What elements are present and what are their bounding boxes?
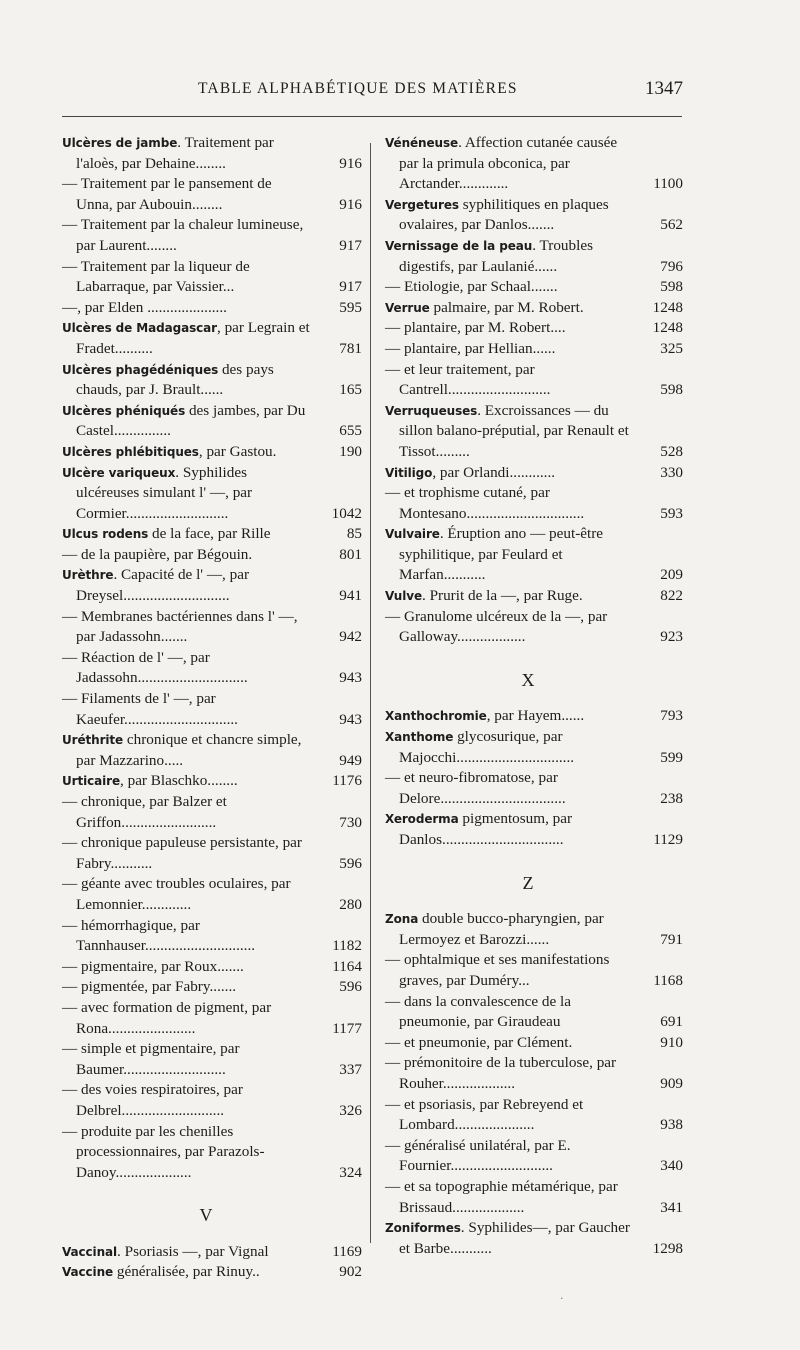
entry-text: , par Blaschko........: [120, 772, 238, 790]
index-entry: [62, 1242, 362, 1263]
entry-text: — de la paupière, par Bégouin.: [62, 545, 253, 563]
index-entry: [62, 1080, 362, 1121]
entry-heading: Ulcère variqueux: [62, 465, 176, 480]
entry-page: 598: [660, 381, 683, 399]
entry-page: 941: [339, 587, 362, 605]
entry-heading: Vulve: [385, 589, 422, 604]
entry-heading: Xeroderma: [385, 812, 459, 827]
entry-page: 1169: [332, 1242, 362, 1260]
entry-text: . Capacité de l' —, par Dreysel............................: [76, 566, 250, 605]
entry-page: 165: [339, 381, 362, 399]
entry-text: — Traitement par la liqueur de Labarraque, par Vaissier...: [62, 257, 250, 296]
entry-page: 341: [660, 1198, 683, 1216]
index-entry: [62, 545, 362, 566]
index-entry: [385, 1177, 683, 1218]
entry-page: 1248: [652, 319, 683, 337]
entry-text: — simple et pigmentaire, par Baumer...........................: [62, 1040, 240, 1078]
entry-text: — prémonitoire de la tuberculose, par Rouher...................: [385, 1054, 617, 1092]
entry-page: 598: [660, 278, 683, 296]
index-entry: [62, 463, 362, 525]
index-entry: [385, 1095, 683, 1136]
entry-text: — et sa topographie métamérique, par Brissaud...................: [385, 1177, 618, 1216]
entry-page: 238: [660, 789, 683, 807]
entry-page: 822: [660, 587, 683, 605]
entry-text: . Excroissances — du sillon balano-préputial, par Renault et Tissot.........: [399, 401, 629, 460]
page-number: 1347: [645, 78, 683, 99]
entry-page: 596: [339, 978, 362, 996]
entry-text: syphilitiques en plaques ovalaires, par Danlos.......: [399, 195, 609, 234]
entry-page: 796: [660, 257, 683, 275]
index-entry: [385, 236, 683, 277]
index-entry: [385, 483, 683, 524]
index-entry: [62, 689, 362, 730]
entry-text: — plantaire, par Hellian......: [385, 339, 556, 357]
index-entry: [62, 833, 362, 874]
entry-heading: Ulcères phlébitiques: [62, 444, 199, 459]
entry-page: 916: [339, 195, 362, 213]
entry-text: — Réaction de l' —, par Jadassohn.............................: [62, 648, 248, 687]
left-entries-v: [62, 1242, 362, 1283]
entry-page: 943: [339, 710, 362, 728]
left-column: [62, 133, 362, 1283]
index-entry: [62, 401, 362, 442]
entry-page: 902: [339, 1263, 362, 1281]
index-entry: [385, 318, 683, 339]
entry-heading: Vénéneuse: [385, 136, 459, 150]
section-letter-z: Z: [522, 872, 534, 893]
entry-heading: Urticaire: [62, 774, 120, 789]
index-entry: [62, 318, 362, 359]
entry-page: 1248: [652, 298, 683, 316]
index-entry: [385, 298, 683, 319]
entry-page: 599: [660, 748, 683, 766]
entry-text: —, par Elden .....................: [62, 298, 227, 316]
index-entry: [385, 401, 683, 463]
index-entry: [385, 706, 683, 727]
entry-text: , par Legrain et Fradet..........: [76, 319, 310, 357]
entry-text: des pays chauds, par J. Brault......: [76, 360, 274, 399]
entry-heading: Uréthrite: [62, 733, 124, 748]
entry-page: 596: [339, 854, 362, 872]
entry-heading: Vitiligo: [385, 465, 433, 480]
index-entry: [62, 442, 362, 463]
entry-text: — Membranes bactériennes dans l' —, par Jadassohn.......: [62, 607, 298, 646]
entry-heading: Xanthochromie: [385, 709, 487, 724]
entry-page: 85: [346, 525, 362, 543]
paper-speck: ·: [560, 1292, 564, 1305]
entry-page: 942: [339, 628, 362, 646]
left-entries: [62, 133, 362, 1183]
entry-page: 791: [660, 930, 683, 948]
index-entry: [385, 339, 683, 360]
section-letter-v: V: [199, 1205, 213, 1226]
entry-heading: Vaccinal: [62, 1244, 118, 1259]
entry-page: 1129: [653, 831, 683, 848]
entry-text: — hémorrhagique, par Tannhauser.............................: [62, 916, 256, 955]
entry-page: 326: [339, 1101, 362, 1119]
entry-page: 340: [660, 1157, 683, 1175]
entry-text: — chronique papuleuse persistante, par Fabry...........: [62, 834, 302, 872]
entry-page: 938: [660, 1116, 683, 1134]
entry-page: 1164: [332, 957, 362, 975]
entry-page: 793: [660, 707, 683, 725]
entry-text: double bucco-pharyngien, par Lermoyez et Barozzi......: [399, 910, 604, 948]
index-entry: [385, 909, 683, 950]
index-entry: [62, 648, 362, 689]
entry-heading: Ulcères phagédéniques: [62, 362, 219, 377]
entry-page: 1042: [331, 504, 362, 522]
entry-text: — des voies respiratoires, par Delbrel...........................: [62, 1081, 243, 1119]
entry-text: , par Gastou.: [198, 442, 277, 460]
entry-text: — généralisé unilatéral, par E. Fournier...........................: [385, 1136, 571, 1175]
entry-text: — pigmentaire, par Roux.......: [62, 957, 244, 975]
entry-text: , par Hayem......: [486, 707, 585, 725]
entry-text: . Affection cutanée causée par la primula obconica, par Arctander.............: [399, 134, 618, 193]
index-entry: [385, 992, 683, 1033]
entry-heading: Ulcères phéniqués: [62, 403, 186, 418]
index-entry: [62, 916, 362, 957]
entry-heading: Ulcères de Madagascar: [62, 321, 217, 336]
entry-page: 730: [339, 813, 362, 831]
index-entry: [385, 950, 683, 991]
index-entry: [62, 957, 362, 978]
entry-page: 1298: [652, 1239, 683, 1257]
entry-text: . Troubles digestifs, par Laulanié......: [399, 236, 593, 275]
index-entry: [62, 977, 362, 998]
entry-page: 1182: [332, 937, 362, 955]
entry-page: 1100: [653, 175, 683, 193]
entry-text: — et neuro-fibromatose, par Delore.................................: [385, 769, 566, 807]
entry-text: — produite par les chenilles processionnaires, par Parazols-Danoy....................: [62, 1122, 265, 1181]
entry-page: 330: [660, 463, 683, 481]
entry-page: 917: [339, 236, 362, 254]
index-entry: [385, 1136, 683, 1177]
index-entry: [385, 277, 683, 298]
entry-text: . Prurit de la —, par Ruge.: [421, 587, 583, 605]
index-entry: [62, 565, 362, 606]
entry-page: 595: [339, 298, 362, 316]
entry-text: glycosurique, par Majocchi...............................: [399, 728, 575, 766]
index-entry: [385, 1053, 683, 1094]
entry-text: — avec formation de pigment, par Rona.......................: [62, 998, 272, 1037]
entry-heading: Zona: [385, 912, 419, 927]
index-entry: [385, 768, 683, 809]
entry-page: 655: [339, 422, 362, 440]
entry-page: 923: [660, 628, 683, 646]
page-header: [60, 78, 685, 102]
entry-text: — Traitement par le pansement de Unna, par Aubouin........: [62, 175, 272, 213]
entry-text: — Granulome ulcéreux de la —, par Galloway..................: [385, 607, 608, 646]
entry-text: — et trophisme cutané, par Montesano...............................: [385, 484, 585, 522]
entry-text: — pigmentée, par Fabry.......: [62, 978, 237, 996]
right-entries-x: [385, 706, 683, 850]
entry-heading: Verruqueuses: [385, 403, 478, 418]
entry-page: 910: [660, 1033, 683, 1051]
entry-text: — plantaire, par M. Robert....: [385, 319, 566, 337]
entry-page: 325: [660, 339, 683, 357]
entry-heading: Vernissage de la peau: [385, 238, 533, 253]
entry-page: 280: [339, 895, 362, 913]
entry-text: . Syphilides—, par Gaucher et Barbe...........: [399, 1219, 630, 1257]
index-entry: [62, 1122, 362, 1184]
column-divider: [370, 143, 371, 1243]
entry-text: — dans la convalescence de la pneumonie, par Giraudeau: [385, 992, 571, 1031]
entry-text: — et pneumonie, par Clément.: [385, 1033, 573, 1051]
entry-text: — et leur traitement, par Cantrell...........................: [385, 360, 551, 399]
entry-heading: Vulvaire: [385, 527, 440, 542]
entry-heading: Xanthome: [385, 730, 454, 745]
entry-page: 943: [339, 669, 362, 687]
entry-heading: Zoniformes: [385, 1221, 461, 1236]
entry-text: palmaire, par M. Robert.: [429, 298, 584, 316]
index-entry: [62, 792, 362, 833]
index-entry: [62, 607, 362, 648]
entry-text: généralisée, par Rinuy..: [113, 1263, 260, 1281]
index-entry: [62, 133, 362, 174]
index-entry: [62, 298, 362, 319]
entry-page: 337: [339, 1060, 362, 1078]
index-entry: [385, 524, 683, 586]
entry-page: 781: [339, 339, 362, 357]
entry-page: 1176: [332, 772, 362, 790]
entry-page: 528: [660, 442, 683, 460]
entry-text: chronique et chancre simple, par Mazzarino.....: [76, 731, 302, 769]
entry-page: 1177: [332, 1019, 362, 1037]
entry-text: , par Orlandi............: [432, 463, 556, 481]
entry-page: 916: [339, 154, 362, 172]
entry-text: . Psoriasis —, par Vignal: [117, 1242, 269, 1260]
entry-page: 324: [339, 1163, 362, 1181]
index-entry: [385, 586, 683, 607]
index-entry: [62, 998, 362, 1039]
entry-page: 209: [660, 566, 683, 584]
entry-page: 190: [339, 442, 362, 460]
index-entry: [62, 524, 362, 545]
index-entry: [62, 1039, 362, 1080]
entry-text: . Éruption ano — peut-être syphilitique, par Feulard et Marfan...........: [399, 525, 604, 584]
entry-heading: Verrue: [385, 300, 430, 315]
entry-text: — Filaments de l' —, par Kaeufer..............................: [62, 690, 238, 728]
entry-text: . Traitement par l'aloès, par Dehaine........: [76, 134, 274, 172]
entry-text: de la face, par Rille: [148, 525, 271, 543]
index-entry: [62, 174, 362, 215]
entry-text: — Etiologie, par Schaal.......: [385, 278, 558, 296]
index-entry: [385, 463, 683, 484]
index-entry: [385, 195, 683, 236]
entry-text: des jambes, par Du Castel...............: [76, 401, 306, 440]
header-rule: [62, 116, 682, 117]
section-letter-x: X: [521, 669, 535, 690]
entry-page: 801: [339, 545, 362, 563]
entry-page: 562: [660, 216, 683, 234]
index-entry: [62, 730, 362, 771]
index-entry: [385, 727, 683, 768]
index-entry: [62, 360, 362, 401]
index-entry: [385, 809, 683, 850]
index-entry: [385, 1033, 683, 1054]
index-entry: [385, 1218, 683, 1259]
right-entries: [385, 133, 683, 648]
index-entry: [385, 360, 683, 401]
index-entry: [385, 607, 683, 648]
index-entry: [62, 771, 362, 792]
entry-text: — ophtalmique et ses manifestations graves, par Duméry...: [385, 951, 610, 989]
index-entry: [62, 1262, 362, 1283]
index-entry: [385, 133, 683, 195]
entry-heading: Ulcus rodens: [62, 527, 149, 542]
entry-page: 593: [660, 504, 683, 522]
entry-heading: Vergetures: [385, 197, 459, 212]
index-entry: [62, 257, 362, 298]
entry-text: — Traitement par la chaleur lumineuse, par Laurent........: [62, 216, 304, 254]
entry-heading: Urèthre: [62, 568, 114, 583]
entry-page: 1168: [653, 971, 683, 989]
running-title: TABLE ALPHABÉTIQUE DES MATIÈRES: [198, 80, 518, 97]
entry-text: — géante avec troubles oculaires, par Lemonnier.............: [62, 875, 291, 913]
entry-page: 917: [339, 278, 362, 296]
right-column: [385, 133, 683, 1259]
index-entry: [62, 874, 362, 915]
entry-text: — chronique, par Balzer et Griffon.........................: [62, 793, 227, 831]
right-entries-z: [385, 909, 683, 1259]
entry-text: — et psoriasis, par Rebreyend et Lombard.....................: [385, 1095, 584, 1134]
entry-heading: Vaccine: [62, 1265, 114, 1280]
entry-page: 909: [660, 1074, 683, 1092]
entry-page: 949: [339, 751, 362, 769]
entry-text: . Syphilides ulcéreuses simulant l' —, par Cormier...........................: [76, 463, 253, 522]
entry-page: 691: [660, 1013, 683, 1031]
entry-text: pigmentosum, par Danlos................................: [399, 810, 573, 848]
entry-heading: Ulcères de jambe: [62, 136, 178, 150]
index-entry: [62, 215, 362, 256]
